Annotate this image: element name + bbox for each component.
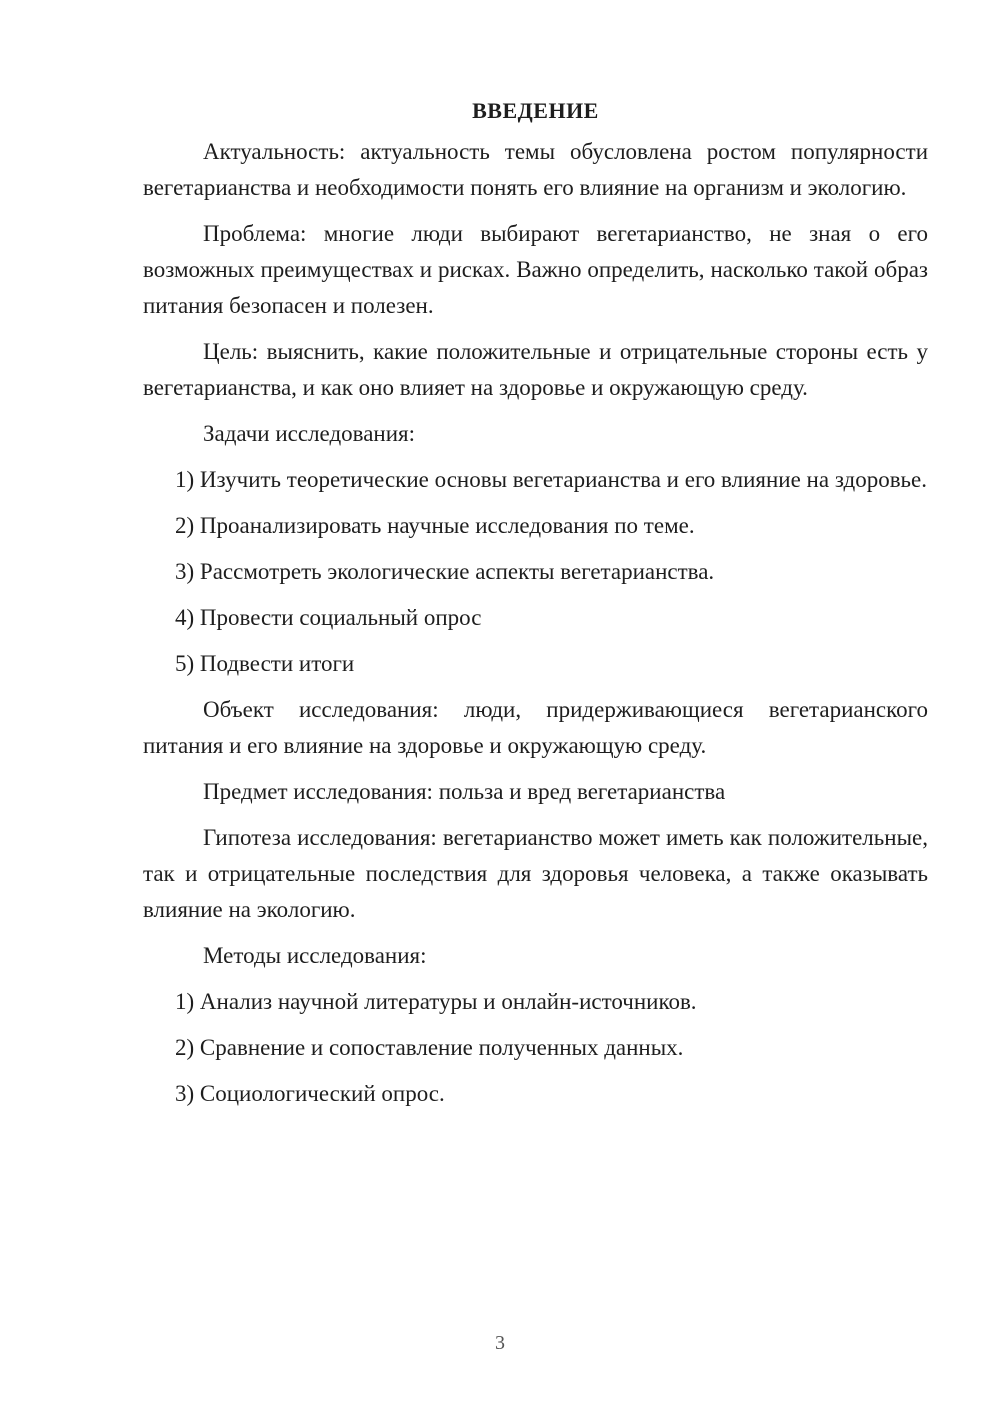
page-number: 3 [495, 1332, 505, 1354]
page-content [143, 96, 928, 1122]
method-item: 3) Социологический опрос. [175, 1081, 445, 1106]
goal-paragraph: Цель: выяснить, какие положительные и отрицательные стороны есть у вегетарианства, и как оно влияет на здоровье и окружающую среду. [143, 339, 928, 400]
task-item: 5) Подвести итоги [175, 651, 355, 676]
method-item: 1) Анализ научной литературы и онлайн-источников. [175, 989, 697, 1014]
task-item: 4) Провести социальный опрос [175, 605, 482, 630]
subject-paragraph: Предмет исследования: польза и вред вегетарианства [203, 779, 726, 804]
problem-paragraph: Проблема: многие люди выбирают вегетарианство, не зная о его возможных преимуществах и рисках. Важно определить, насколько такой образ питания безопасен и полезен. [143, 221, 928, 318]
section-heading: ВВЕДЕНИЕ [472, 98, 599, 123]
hypothesis-paragraph: Гипотеза исследования: вегетарианство может иметь как положительные, так и отрицательные последствия для здоровья человека, а также оказывать влияние на экологию. [143, 825, 928, 922]
tasks-title: Задачи исследования: [203, 421, 416, 446]
relevance-paragraph: Актуальность: актуальность темы обусловлена ростом популярности вегетарианства и необходимости понять его влияние на организм и экологию. [143, 139, 928, 200]
task-item: 3) Рассмотреть экологические аспекты вегетарианства. [175, 559, 715, 584]
task-item: 2) Проанализировать научные исследования по теме. [175, 513, 695, 538]
task-item: 1) Изучить теоретические основы вегетарианства и его влияние на здоровье. [175, 467, 928, 492]
method-item: 2) Сравнение и сопоставление полученных данных. [175, 1035, 684, 1060]
object-paragraph: Объект исследования: люди, придерживающиеся вегетарианского питания и его влияние на здоровье и окружающую среду. [143, 697, 928, 758]
methods-title: Методы исследования: [203, 943, 427, 968]
